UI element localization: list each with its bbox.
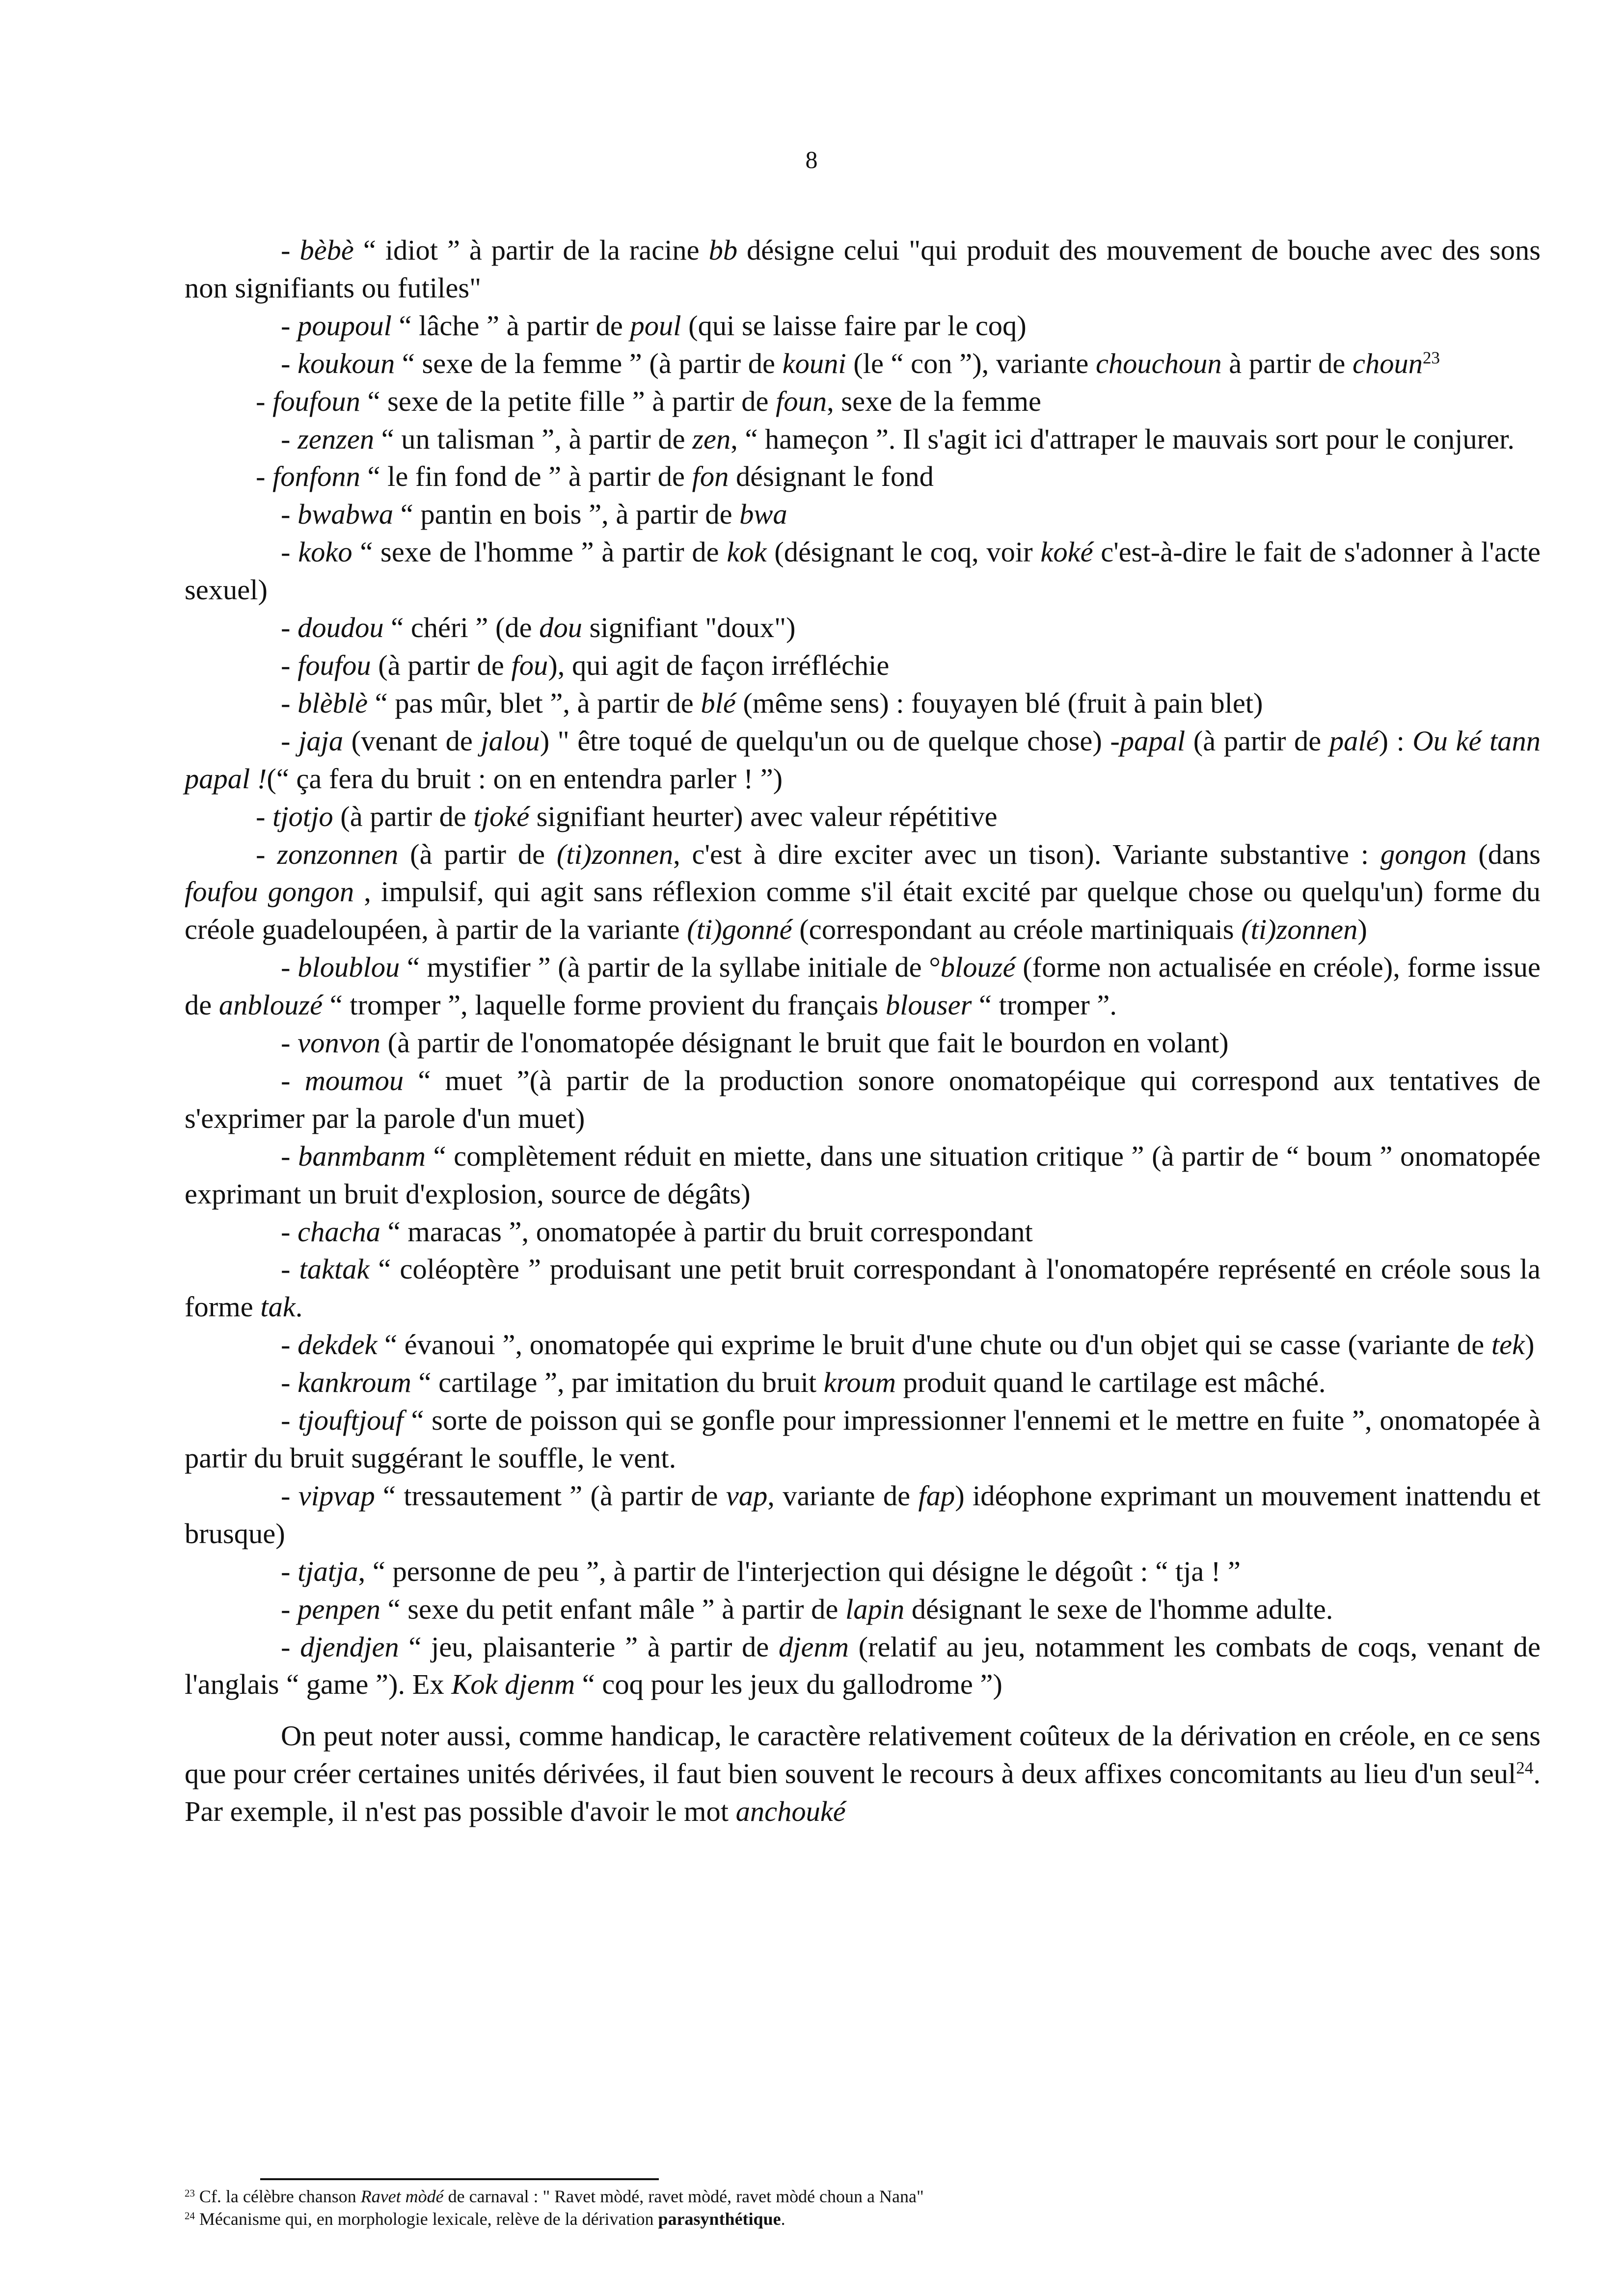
footnote-ref-23: 23 <box>1422 348 1440 368</box>
entry-moumou: - moumou “ muet ”(à partir de la production sonore onomatopéique qui correspond aux tentatives de s'exprimer par la parole d'un muet) <box>185 1064 1541 1134</box>
entry-bloublou: - bloublou “ mystifier ” (à partir de la syllabe initiale de °blouzé (forme non actualisée en créole), forme issue de anblouzé “ tromper ”, laquelle forme provient du français blouser “ tromper ”. <box>185 951 1541 1021</box>
entry-vonvon: - vonvon (à partir de l'onomatopée désignant le bruit que fait le bourdon en volant) <box>281 1027 1229 1059</box>
entry-poupoul: - poupoul “ lâche ” à partir de poul (qui se laisse faire par le coq) <box>281 309 1027 342</box>
entry-fonfonn: - fonfonn “ le fin fond de ” à partir de fon désignant le fond <box>256 460 934 493</box>
entry-djendjen: - djendjen “ jeu, plaisanterie ” à partir de djenm (relatif au jeu, notamment les combats de coqs, venant de l'anglais “ game ”). Ex Kok djenm “ coq pour les jeux du gallodrome ”) <box>185 1630 1541 1701</box>
entry-banmbanm: - banmbanm “ complètement réduit en miette, dans une situation critique ” (à partir de “ boum ” onomatopée exprimant un bruit d'explosion, source de dégâts) <box>185 1140 1541 1210</box>
footnote-24: $^{24}$ Mécanisme qui, en morphologie lexicale, relève de la dérivation parasynthétique. <box>185 2209 785 2229</box>
footnote-ref-24: 24 <box>1516 1758 1534 1778</box>
entry-chacha: - chacha “ maracas ”, onomatopée à partir du bruit correspondant <box>281 1215 1033 1248</box>
footnote-23: $^{23}$ Cf. la célèbre chanson Ravet mòdé de carnaval : " Ravet mòdé, ravet mòdé, ravet mòdé choun a Nana" <box>185 2187 924 2206</box>
entry-tjotjo: - tjotjo (à partir de tjoké signifiant heurter) avec valeur répétitive <box>256 800 998 832</box>
entry-zonzonnen: - zonzonnen (à partir de (ti)zonnen, c'est à dire exciter avec un tison). Variante substantive : gongon (dans foufou gongon , impulsif, qui agit sans réflexion comme s'il était excité par quelque chose ou quelqu'un) forme du créole guadeloupéen, à partir de la variante (ti)gonné (correspondant au créole martiniquais (ti)zonnen) <box>185 838 1541 946</box>
entry-tjatja: - tjatja, “ personne de peu ”, à partir de l'interjection qui désigne le dégoût : “ tja ! ” <box>281 1555 1241 1587</box>
entry-jaja: - jaja (venant de jalou) " être toqué de quelqu'un ou de quelque chose) -papal (à partir de palé) : Ou ké tann papal !(“ ça fera du bruit : on en entendra parler ! ”) <box>185 724 1541 795</box>
entry-bebe: - bèbè “ idiot ” à partir de la racine bb désigne celui "qui produit des mouvement de bouche avec des sons non signifiants ou futiles" <box>185 234 1541 304</box>
footnotes <box>185 2185 1541 2230</box>
entry-zenzen: - zenzen “ un talisman ”, à partir de zen, “ hameçon ”. Il s'agit ici d'attraper le mauvais sort pour le conjurer. <box>281 423 1515 455</box>
entry-foufou: - foufou (à partir de fou), qui agit de façon irréfléchie <box>281 649 890 681</box>
entry-kankroum: - kankroum “ cartilage ”, par imitation du bruit kroum produit quand le cartilage est mâché. <box>281 1366 1326 1399</box>
entry-taktak: - taktak “ coléoptère ” produisant une petit bruit correspondant à l'onomatopére représenté en créole sous la forme tak. <box>185 1253 1541 1323</box>
entry-vipvap: - vipvap “ tressautement ” (à partir de vap, variante de fap) idéophone exprimant un mouvement inattendu et brusque) <box>185 1479 1541 1549</box>
entry-foufoun: - foufoun “ sexe de la petite fille ” à partir de foun, sexe de la femme <box>256 385 1042 417</box>
footnote-separator <box>260 2178 659 2180</box>
page-number: 8 <box>805 146 818 173</box>
closing-paragraph: On peut noter aussi, comme handicap, le caractère relativement coûteux de la dérivation en créole, en ce sens que pour créer certaines unités dérivées, il faut bien souvent le recours à deux affixes concomitants au lieu d'un seul$^{24}$. Par exemple, il n'est pas possible d'avoir le mot anchouké <box>185 1720 1541 1828</box>
entry-penpen: - penpen “ sexe du petit enfant mâle ” à partir de lapin désignant le sexe de l'homme adulte. <box>281 1593 1333 1625</box>
entry-koukoun: - koukoun “ sexe de la femme ” (à partir de kouni (le “ con ”), variante chouchoun à partir de choun$^{23}$ <box>281 347 1440 379</box>
entry-bwabwa: - bwabwa “ pantin en bois ”, à partir de bwa <box>281 498 787 531</box>
main-text <box>185 232 1541 1831</box>
entry-bleble: - blèblè “ pas mûr, blet ”, à partir de blé (même sens) : fouyayen blé (fruit à pain blet) <box>281 687 1263 719</box>
entry-koko: - koko “ sexe de l'homme ” à partir de kok (désignant le coq, voir koké c'est-à-dire le fait de s'adonner à l'acte sexuel) <box>185 536 1541 606</box>
entry-doudou: - doudou “ chéri ” (de dou signifiant "doux") <box>281 612 796 644</box>
entry-dekdek: - dekdek “ évanoui ”, onomatopée qui exprime le bruit d'une chute ou d'un objet qui se casse (variante de tek) <box>281 1329 1535 1361</box>
entry-tjouftjouf: - tjouftjouf “ sorte de poisson qui se gonfle pour impressionner l'ennemi et le mettre en fuite ”, onomatopée à partir du bruit suggérant le souffle, le vent. <box>185 1404 1541 1474</box>
